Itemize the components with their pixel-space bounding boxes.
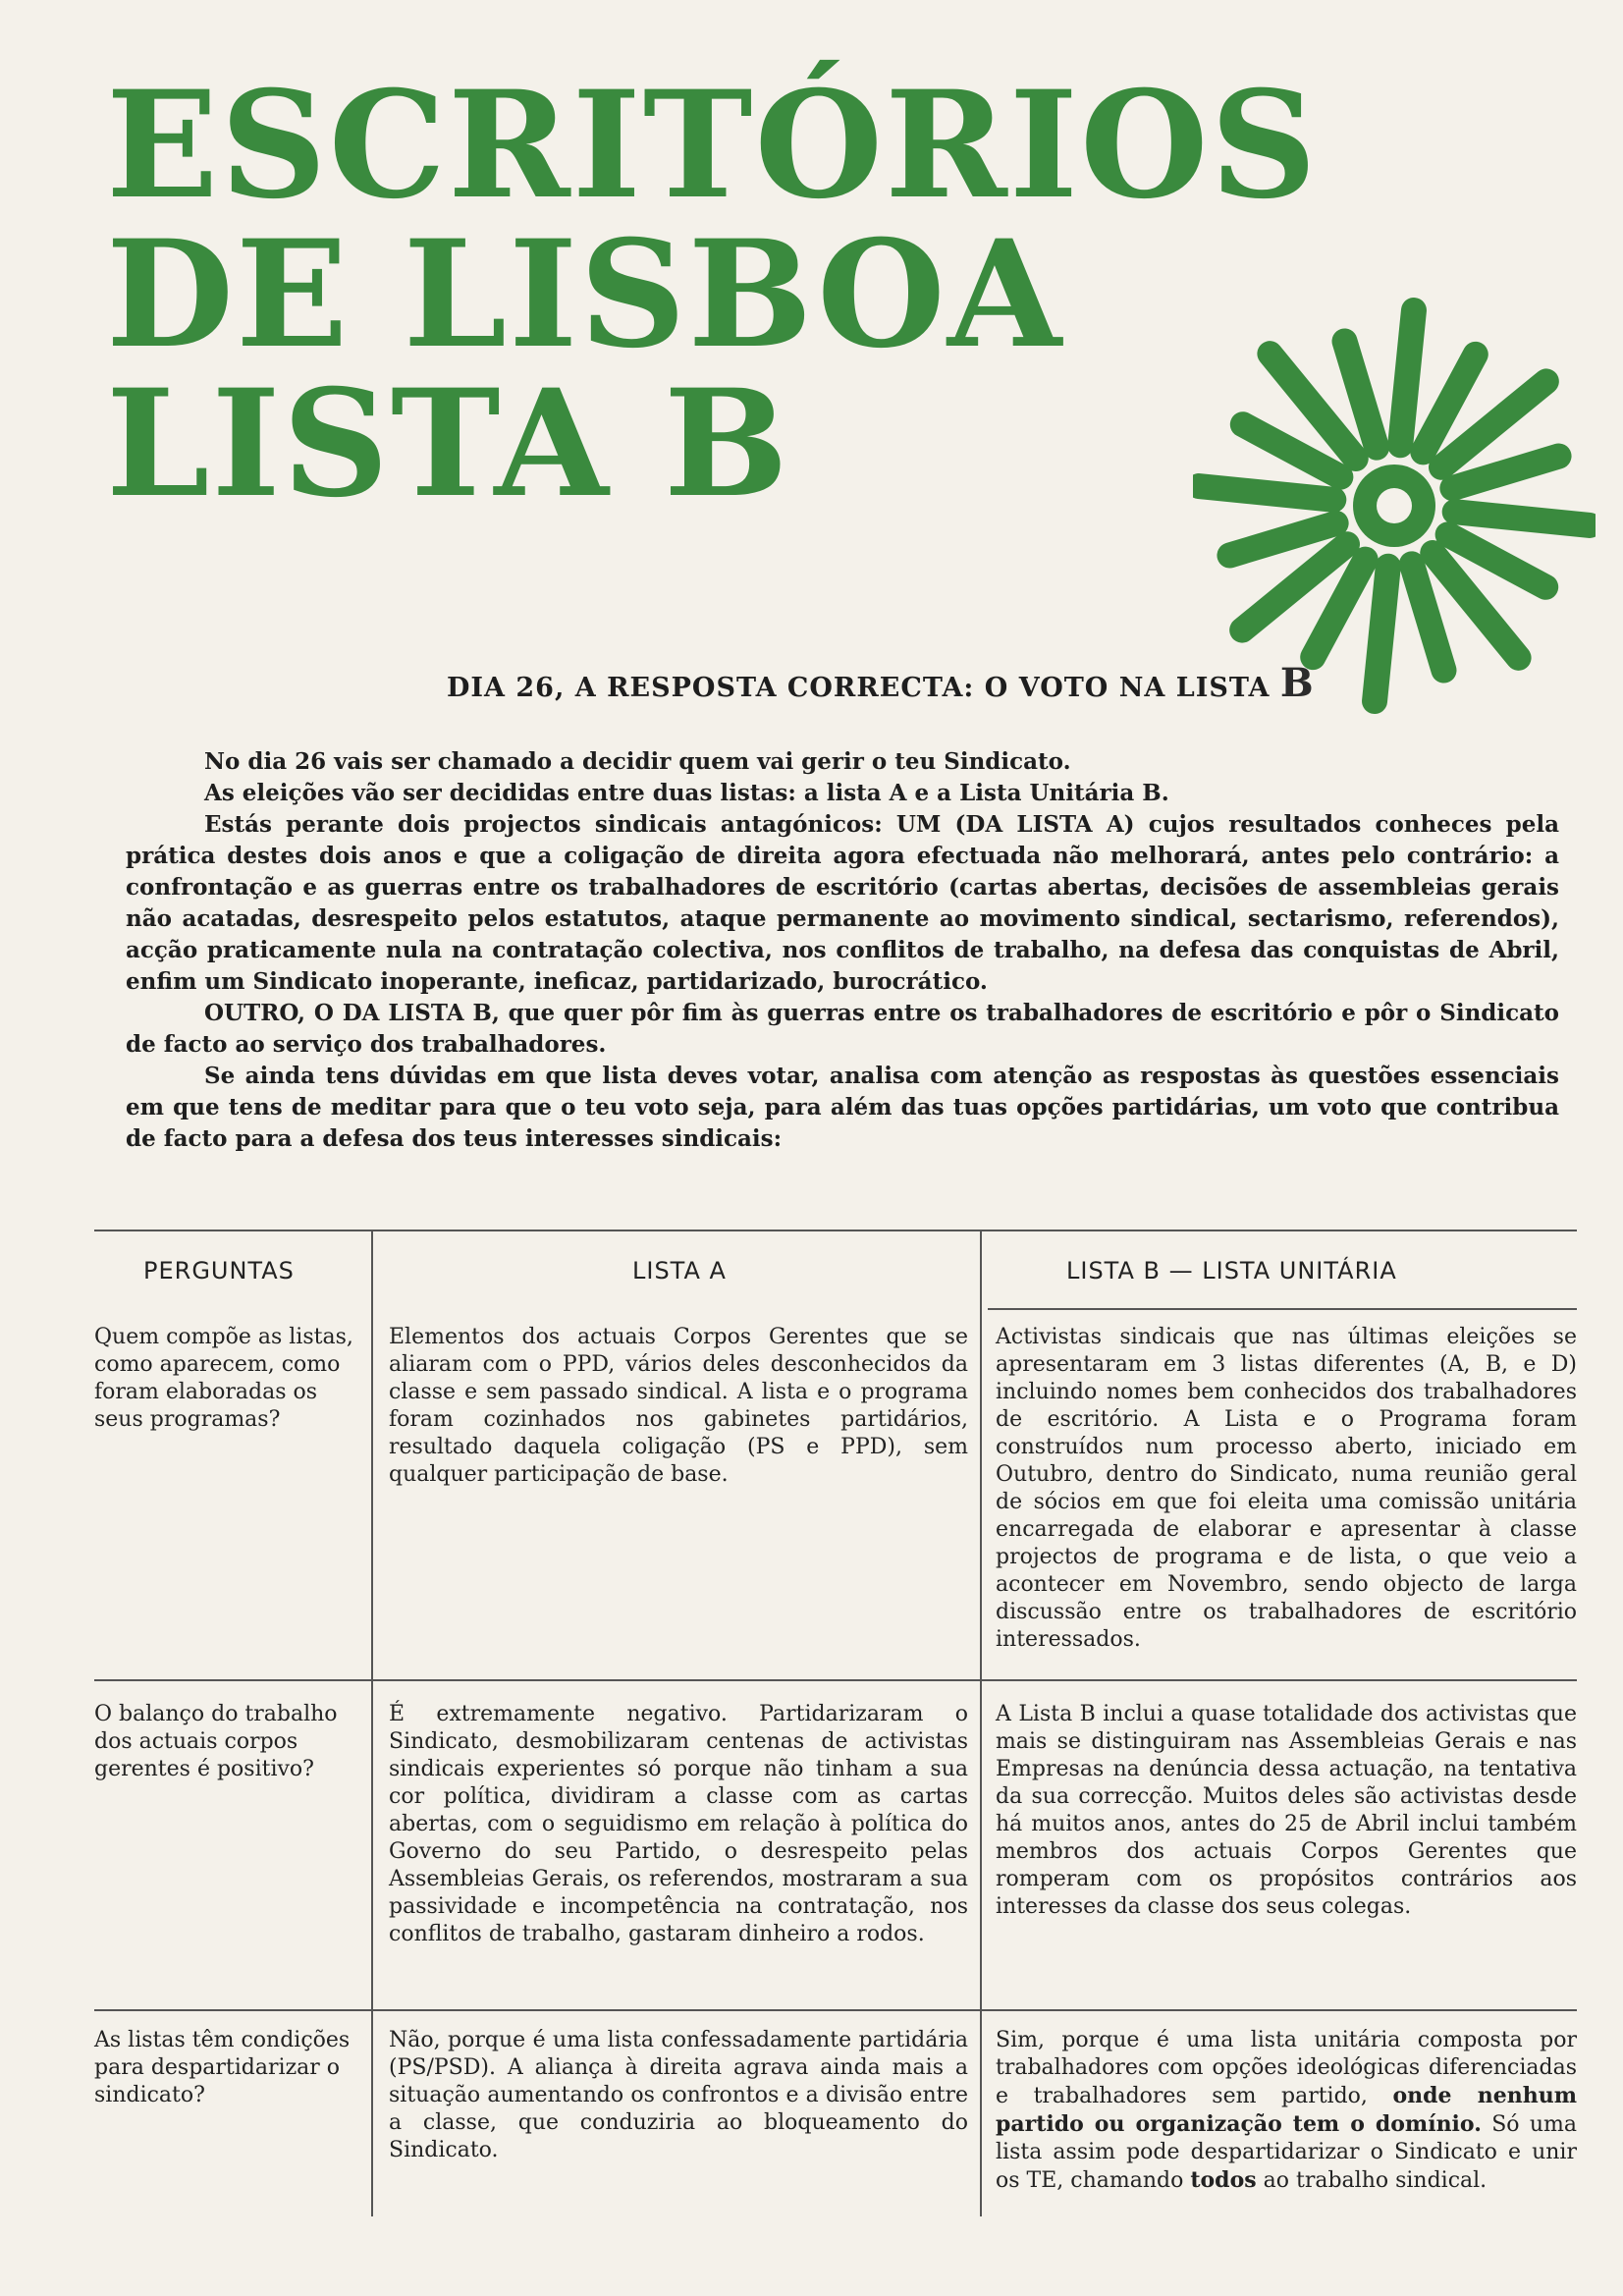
row-3-lista-b <box>996 2027 1577 2195</box>
intro-paragraph-2: As eleições vão ser decididas entre duas listas: a lista A e a Lista Unitária B. <box>204 780 1169 806</box>
row-1-lista-a: Elementos dos actuais Corpos Gerentes que se aliaram com o PPD, vários deles desconhecidos da classe e sem passado sindical. A lista e o programa foram cozinhados nos gabinetes partidários, resultado daquela coligação (PS e PPD), sem qualquer participação de base. <box>389 1325 968 1487</box>
header-lista-a: LISTA A <box>632 1257 727 1285</box>
subhead-letter: B <box>1279 660 1315 706</box>
row-3-lista-b-part-2: Só uma lista assim pode despartidarizar o Sindicato e unir os TE, chamando <box>996 2112 1577 2193</box>
row-3-lista-b-emphasis-1: onde nenhum partido ou organização tem o domínio. <box>996 2083 1578 2137</box>
headline-line-3: LISTA B <box>106 357 790 530</box>
table-divider-2 <box>980 1230 982 2216</box>
subhead-text: DIA 26, A RESPOSTA CORRECTA: O VOTO NA LISTA <box>447 673 1271 703</box>
row-3-lista-b-part-3: ao trabalho sindical. <box>1263 2168 1488 2193</box>
burst-ray <box>1455 512 1590 525</box>
headline-line-1: ESCRITÓRIOS <box>106 59 1319 232</box>
table-rule-header <box>988 1308 1577 1310</box>
intro-paragraph-4: OUTRO, O DA LISTA B, que quer pôr fim às guerras entre os trabalhadores de escritório e pôr o Sindicato de facto ao serviço dos trabalhadores. <box>126 1000 1559 1058</box>
header-perguntas: PERGUNTAS <box>143 1257 295 1285</box>
row-2-pergunta: O balanço do trabalho dos actuais corpos gerentes é positivo? <box>94 1702 338 1781</box>
comparison-table <box>94 1230 1577 2221</box>
row-3-lista-b-part-1: Sim, porque é uma lista unitária composta por trabalhadores com opções ideológicas diferenciadas e trabalhadores sem partido, <box>996 2028 1577 2108</box>
table-rule-top <box>94 1230 1577 1231</box>
intro-paragraph-5: Se ainda tens dúvidas em que lista deves votar, analisa com atenção as respostas às questões essenciais em que tens de meditar para que o teu voto seja, para além das tuas opções partidárias, um voto que contribua de facto para a defesa dos teus interesses sindicais: <box>126 1063 1559 1152</box>
header-lista-b: LISTA B — LISTA UNITÁRIA <box>1066 1257 1397 1285</box>
intro-paragraph-1: No dia 26 vais ser chamado a decidir quem vai gerir o teu Sindicato. <box>204 748 1071 775</box>
starburst-emblem-icon <box>1193 290 1596 722</box>
row-1-lista-b: Activistas sindicais que nas últimas eleições se apresentaram em 3 listas diferentes (A, B, e D) incluindo nomes bem conhecidos dos trabalhadores de escritório. A Lista e o Programa foram construídos num processo aberto, iniciado em Outubro, dentro do Sindicato, numa reunião geral de sócios em que foi eleita uma comissão unitária encarregada de elaborar e apresentar à classe projectos de programa e de lista, o que veio a acontecer em Novembro, sendo objecto de larga discussão entre os trabalhadores de escritório interessados. <box>996 1325 1577 1652</box>
row-3-lista-b-emphasis-2: todos <box>1190 2167 1257 2193</box>
intro-paragraph-3: Estás perante dois projectos sindicais antagónicos: UM (DA LISTA A) cujos resultados conheces pela prática destes dois anos e que a coligação de direita agora efectuada não melhorará, antes pelo contrário: a confrontação e as guerras entre os trabalhadores de escritório (cartas abertas, decisões de assembleias gerais não acatadas, desrespeito pelos estatutos, ataque permanente ao movimento sindical, sectarismo, referendos), acção praticamente nula na contratação colectiva, nos conflitos de trabalho, na defesa das conquistas de Abril, enfim um Sindicato inoperante, ineficaz, partidarizado, burocrático. <box>126 811 1559 995</box>
row-2-lista-b: A Lista B inclui a quase totalidade dos activistas que mais se distinguiram nas Assembleias Gerais e nas Empresas na denúncia dessa actuação, na tentativa da sua correcção. Muitos deles são activistas desde há muitos anos, antes do 25 de Abril inclui também membros dos actuais Corpos Gerentes que romperam com os propósitos contrários aos interesses da classe dos seus colegas. <box>996 1702 1577 1919</box>
burst-ray <box>1375 567 1388 701</box>
burst-ray <box>1199 486 1333 500</box>
headline-line-2: DE LISBOA <box>106 208 1064 381</box>
row-1-pergunta: Quem compõe as listas, como aparecem, como foram elaboradas os seus programas? <box>94 1325 353 1432</box>
subhead <box>447 660 1315 706</box>
intro-text <box>126 746 1559 1155</box>
row-2-lista-a: É extremamente negativo. Partidarizaram o Sindicato, desmobilizaram centenas de activistas sindicais experientes só porque não tinham a sua cor política, dividiram a classe com as cartas abertas, com o seguidismo em relação à política do Governo do seu Partido, o desrespeito pelas Assembleias Gerais, os referendos, mostraram a sua passividade e incompetência na contratação, nos conflitos de trabalho, gastaram dinheiro a rodos. <box>389 1702 968 1946</box>
table-rule-row-2 <box>94 2009 1577 2011</box>
table-rule-row-1 <box>94 1679 1577 1681</box>
row-3-lista-a: Não, porque é uma lista confessadamente partidária (PS/PSD). A aliança à direita agrava ainda mais a situação aumentando os confrontos e a divisão entre a classe, que conduziria ao bloqueamento do Sindicato. <box>389 2028 968 2162</box>
table-divider-1 <box>371 1230 373 2216</box>
row-3-pergunta: As listas têm condições para despartidarizar o sindicato? <box>94 2028 351 2107</box>
burst-ray <box>1400 310 1414 445</box>
headline <box>106 59 1363 530</box>
